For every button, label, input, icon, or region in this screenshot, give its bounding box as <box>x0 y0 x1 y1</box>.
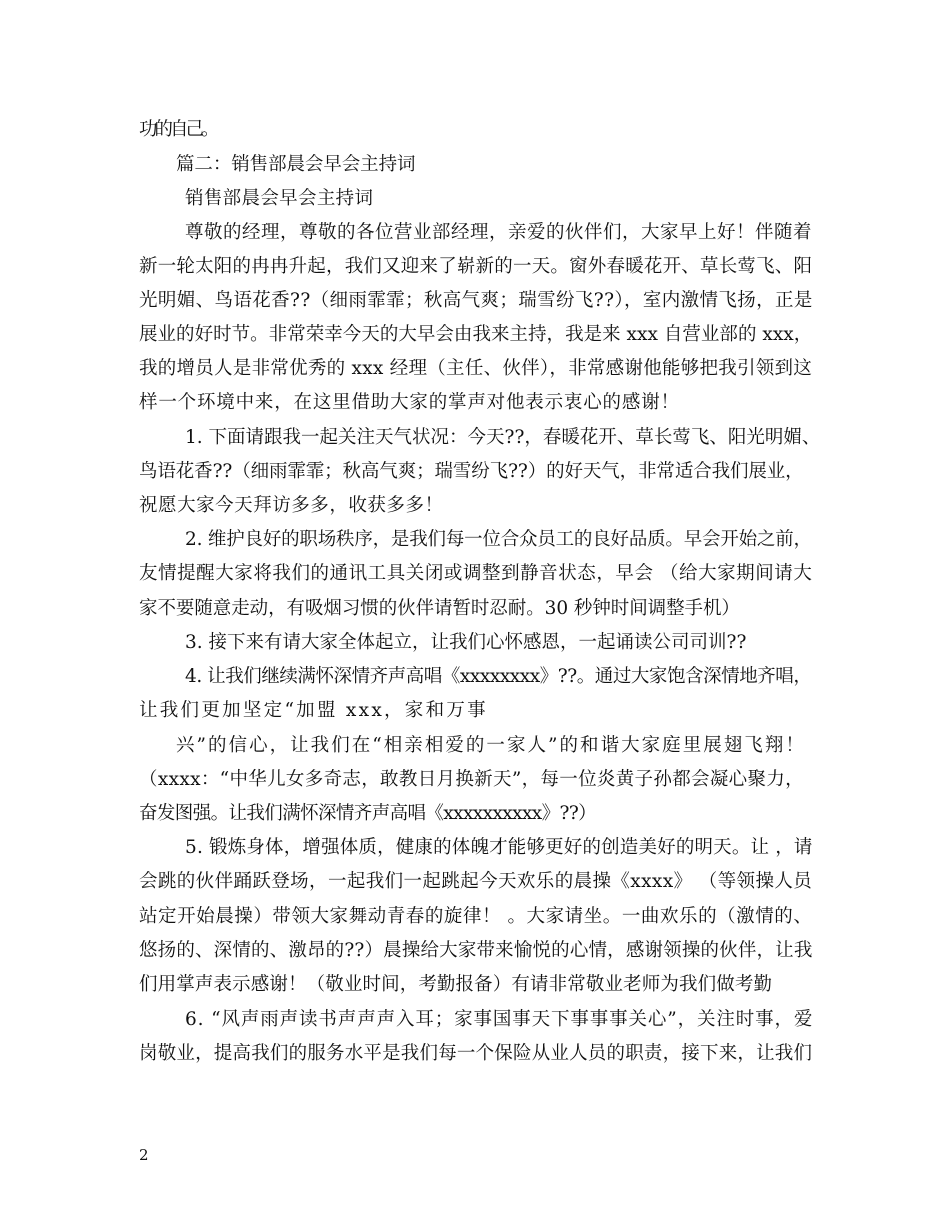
text-line: 功的自己。 <box>139 119 217 140</box>
numbered-item-line: （xxxx：“中华儿女多奇志，敢教日月换新天”，每一位炎黄子孙都会凝心聚力， <box>139 769 804 790</box>
paragraph-line: 样一个环境中来，在这里借助大家的掌声对他表示衷心的感谢！ <box>139 392 680 413</box>
numbered-item-line: 4. 让我们继续满怀深情齐声高唱《xxxxxxxx》??。通过大家饱含深情地齐唱， <box>185 666 812 687</box>
numbered-item-line: 2. 维护良好的职场秩序，是我们每一位合众员工的良好品质。早会开始之前， <box>185 529 812 550</box>
paragraph-line: 展业的好时节。非常荣幸今天的大早会由我来主持，我是来 xxx 自营业部的 xxx， <box>139 324 813 345</box>
paragraph-line: 我的增员人是非常优秀的 xxx 经理（主任、伙伴），非常感谢他能够把我引领到这 <box>139 358 813 379</box>
page-number: 2 <box>139 1146 149 1164</box>
numbered-item-line: 祝愿大家今天拜访多多，收获多多！ <box>139 495 444 516</box>
numbered-item-line: 奋发图强。让我们满怀深情齐声高唱《xxxxxxxxxx》??） <box>139 803 597 824</box>
numbered-item-line: 会跳的伙伴踊跃登场，一起我们一起跳起今天欢乐的晨操《xxxx》 （等领操人员 <box>139 871 813 892</box>
numbered-item-line: 悠扬的、深情的、激昂的??）晨操给大家带来愉悦的心情，感谢领操的伙伴，让我 <box>139 940 813 961</box>
numbered-item-line: 鸟语花香??（细雨霏霏；秋高气爽；瑞雪纷飞??）的好天气，非常适合我们展业， <box>139 461 804 482</box>
numbered-item-line: 站定开始晨操）带领大家舞动青春的旋律！ 。大家请坐。一曲欢乐的（激情的、 <box>139 906 813 927</box>
document-title: 销售部晨会早会主持词 <box>185 188 374 209</box>
paragraph-line: 光明媚、鸟语花香??（细雨霏霏；秋高气爽；瑞雪纷飞??），室内激情飞扬，正是 <box>139 290 813 311</box>
numbered-item-line: 兴”的信心，让我们在“相亲相爱的一家人”的和谐大家庭里展翅飞翔！ <box>176 735 806 756</box>
numbered-item-line: 1. 下面请跟我一起关注天气状况：今天??，春暖花开、草长莺飞、阳光明媚、 <box>185 427 821 448</box>
section-heading: 篇二：销售部晨会早会主持词 <box>176 154 416 175</box>
numbered-item-line: 6. “风声雨声读书声声声入耳；家事国事天下事事事关心”，关注时事，爱 <box>185 1009 814 1030</box>
numbered-item-line: 友情提醒大家将我们的通讯工具关闭或调整到静音状态，早会 （给大家期间请大 <box>139 563 813 584</box>
paragraph-line: 尊敬的经理，尊敬的各位营业部经理，亲爱的伙伴们，大家早上好！伴随着 <box>185 222 813 243</box>
numbered-item-line: 家不要随意走动，有吸烟习惯的伙伴请暂时忍耐。30 秒钟时间调整手机） <box>139 598 740 619</box>
numbered-item-line: 让我们更加坚定“加盟 xxx，家和万事 <box>139 700 488 721</box>
numbered-item-line: 3. 接下来有请大家全体起立，让我们心怀感恩，一起诵读公司司训?? <box>185 632 747 653</box>
paragraph-line: 新一轮太阳的冉冉升起，我们又迎来了崭新的一天。窗外春暖花开、草长莺飞、阳 <box>139 256 813 277</box>
numbered-item-line: 5. 锻炼身体，增强体质，健康的体魄才能够更好的创造美好的明天。让 ，请 <box>185 837 813 858</box>
numbered-item-line: 们用掌声表示感谢！（敬业时间，考勤报备）有请非常敬业老师为我们做考勤 <box>139 974 773 995</box>
numbered-item-line: 岗敬业，提高我们的服务水平是我们每一个保险从业人员的职责，接下来，让我们 <box>139 1043 813 1064</box>
